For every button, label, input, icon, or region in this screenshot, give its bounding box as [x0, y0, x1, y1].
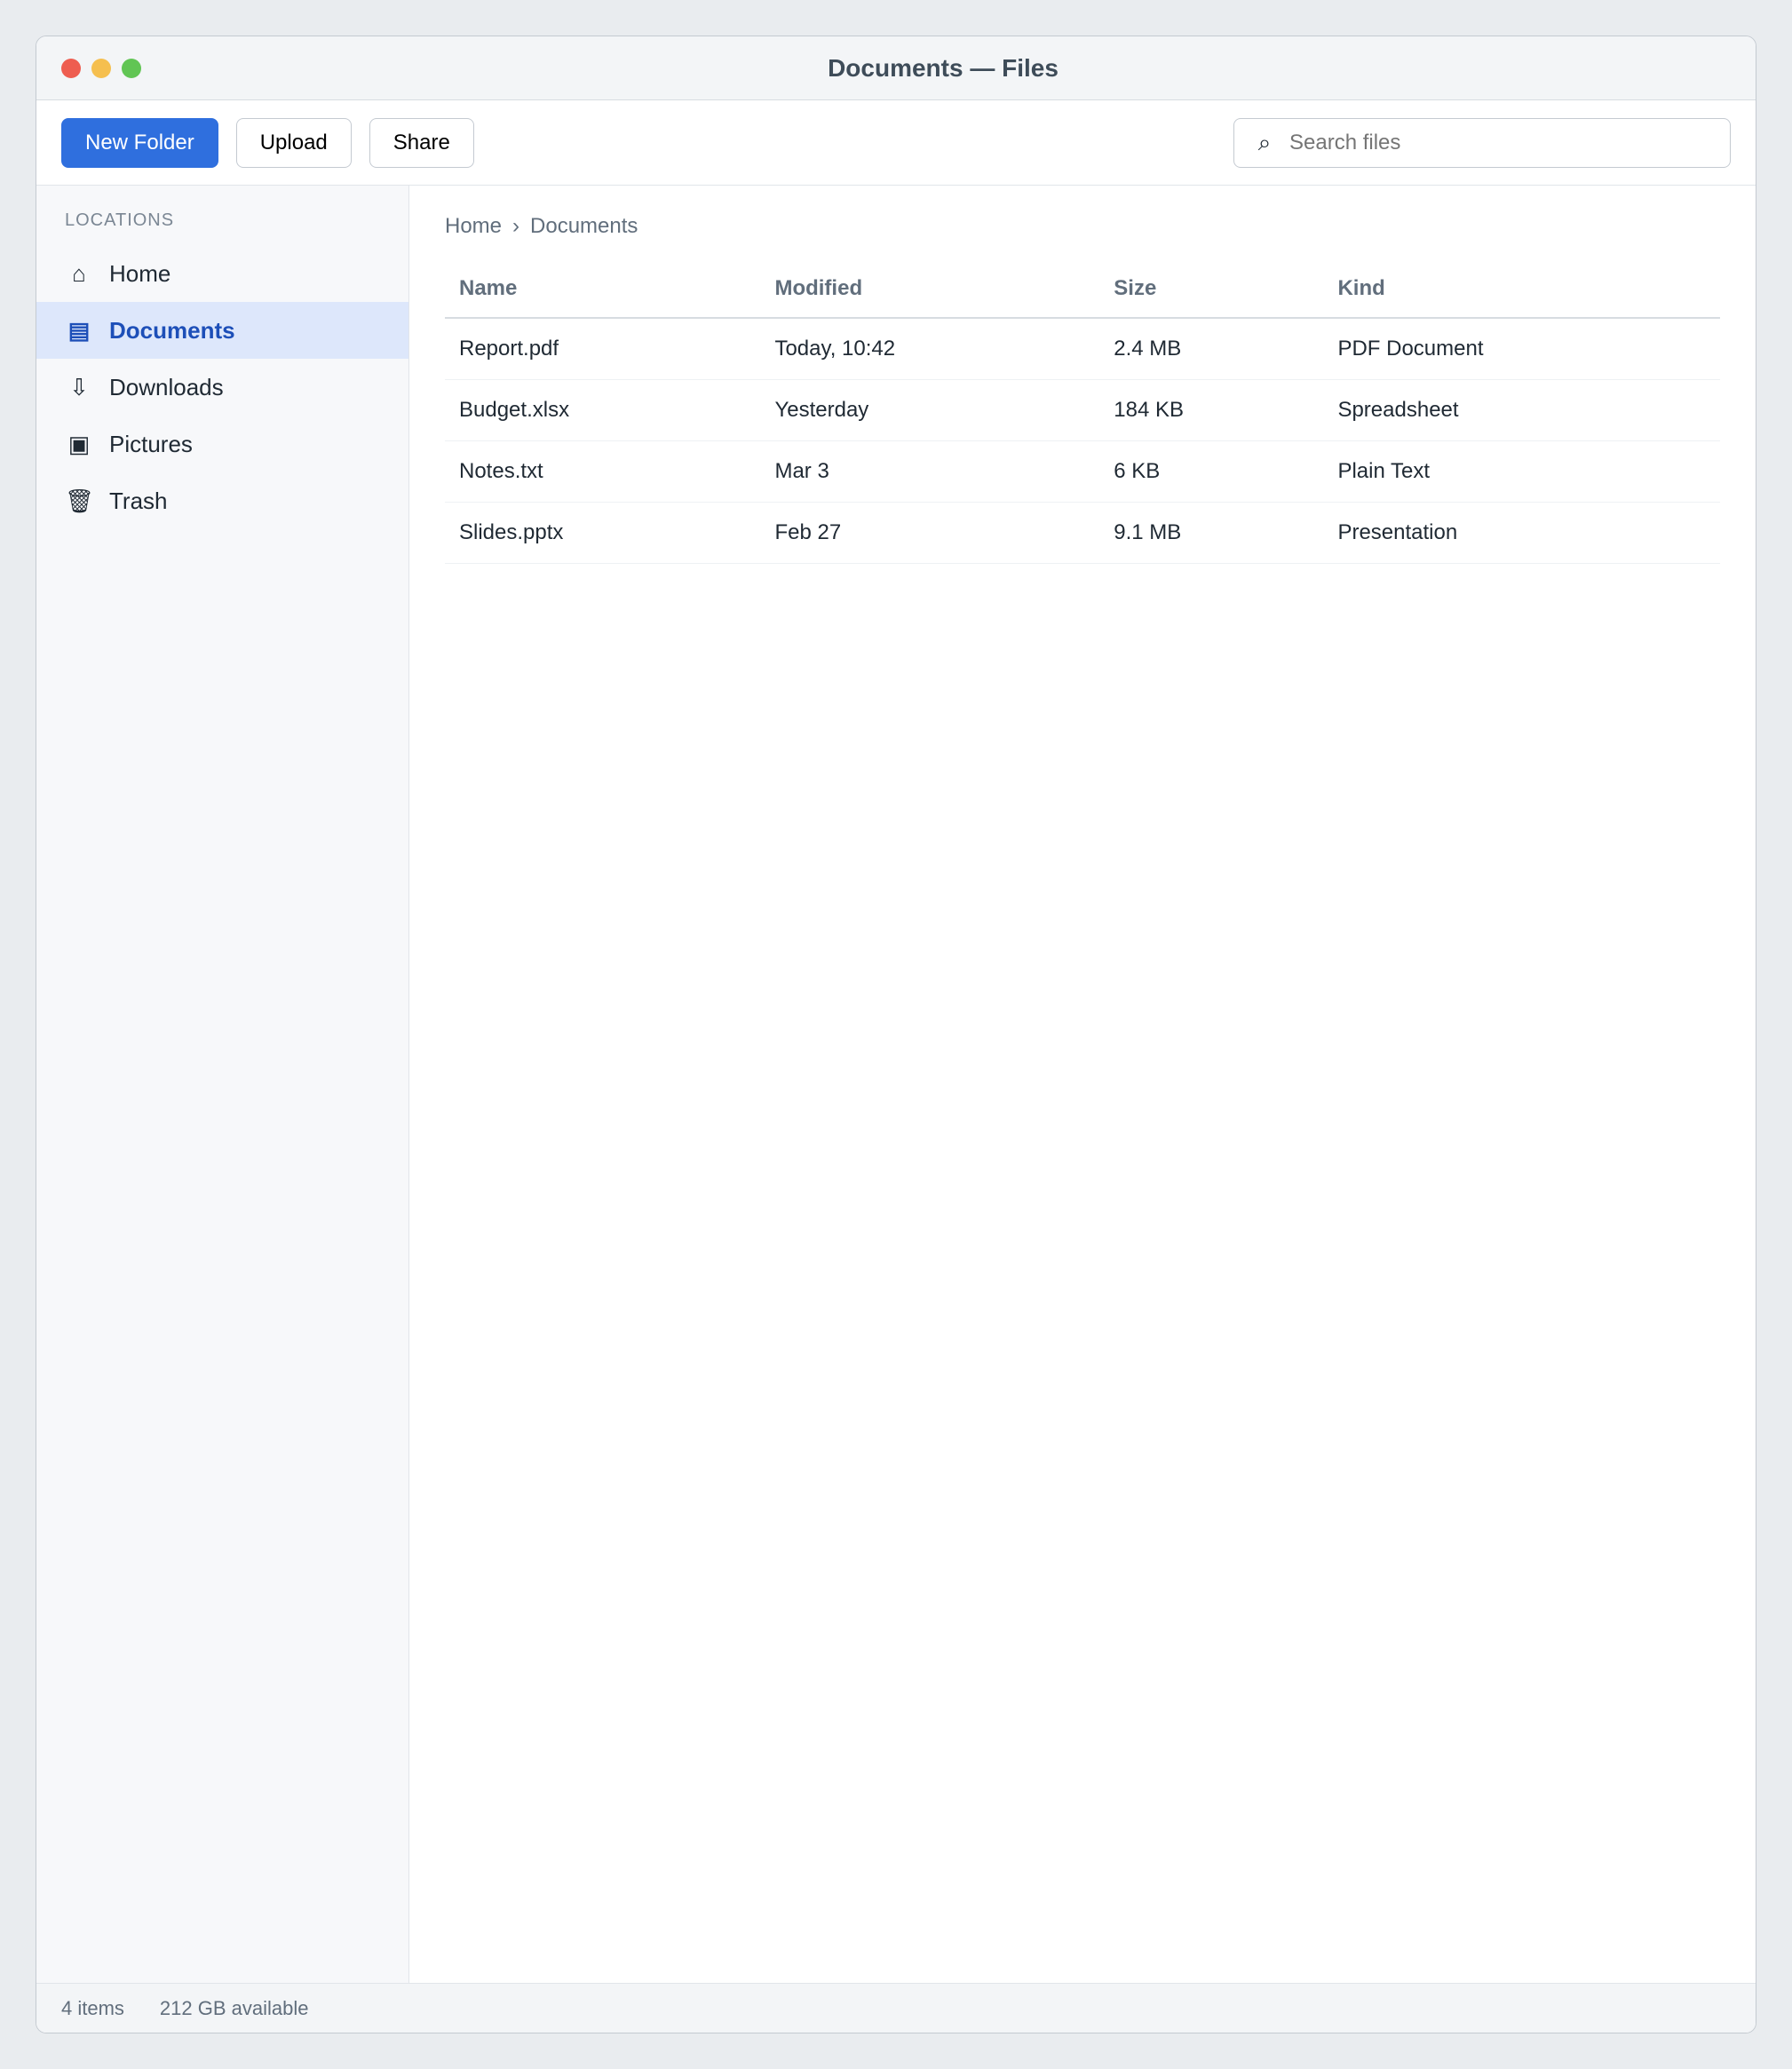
- table-row[interactable]: [445, 441, 1720, 503]
- item-count: 4 items: [61, 1996, 124, 2019]
- breadcrumb-item[interactable]: Home: [445, 214, 503, 238]
- sidebar-item-label: Home: [109, 259, 171, 287]
- table-cell: Yesterday: [760, 380, 1099, 441]
- column-header[interactable]: Size: [1099, 260, 1323, 318]
- title-bar: [36, 36, 1756, 100]
- status-bar: [36, 1983, 1756, 2033]
- folder-icon: 🗑: [65, 487, 95, 514]
- table-cell: Today, 10:42: [760, 318, 1099, 380]
- table-cell: Slides.pptx: [445, 503, 760, 564]
- upload-button[interactable]: Upload: [236, 118, 352, 168]
- breadcrumb-separator: ›: [512, 214, 520, 238]
- app-window: [36, 36, 1756, 2033]
- toolbar: [36, 100, 1756, 186]
- content-area: [36, 186, 1756, 1983]
- table-row[interactable]: [445, 318, 1720, 380]
- folder-icon: ⇩: [69, 373, 89, 400]
- table-body: [445, 318, 1720, 564]
- close-icon[interactable]: [61, 59, 81, 78]
- sidebar-item-trash[interactable]: [36, 472, 408, 529]
- table-cell: Feb 27: [760, 503, 1099, 564]
- folder-icon: ▣: [67, 430, 91, 457]
- breadcrumb-item[interactable]: Documents: [530, 214, 638, 238]
- breadcrumb: [445, 214, 1720, 239]
- folder-icon: ▤: [67, 316, 91, 344]
- sidebar-item-downloads[interactable]: [36, 359, 408, 416]
- table-cell: Mar 3: [760, 441, 1099, 503]
- table-cell: Spreadsheet: [1323, 380, 1720, 441]
- table-cell: Notes.txt: [445, 441, 760, 503]
- minimize-icon[interactable]: [91, 59, 111, 78]
- folder-icon: ⌂: [72, 259, 86, 287]
- file-table: [445, 260, 1720, 564]
- maximize-icon[interactable]: [122, 59, 141, 78]
- column-header[interactable]: Modified: [760, 260, 1099, 318]
- table-cell: 9.1 MB: [1099, 503, 1323, 564]
- table-cell: 184 KB: [1099, 380, 1323, 441]
- search-box: [1233, 118, 1731, 168]
- table-cell: 6 KB: [1099, 441, 1323, 503]
- main-panel: [409, 186, 1756, 1983]
- sidebar-list: [36, 245, 408, 529]
- sidebar-item-label: Downloads: [109, 373, 224, 400]
- sidebar-heading: LOCATIONS: [65, 210, 175, 230]
- new-folder-button[interactable]: New Folder: [61, 118, 218, 168]
- window-controls: [61, 59, 141, 78]
- table-cell: Report.pdf: [445, 318, 760, 380]
- table-row[interactable]: [445, 503, 1720, 564]
- free-space: 212 GB available: [159, 1996, 309, 2019]
- sidebar: [36, 186, 409, 1983]
- window-title: Documents — Files: [828, 53, 1059, 82]
- share-button[interactable]: Share: [369, 118, 474, 168]
- table-cell: 2.4 MB: [1099, 318, 1323, 380]
- sidebar-item-pictures[interactable]: [36, 416, 408, 472]
- table-row[interactable]: [445, 380, 1720, 441]
- search-icon: ⌕: [1257, 128, 1272, 155]
- sidebar-item-home[interactable]: [36, 245, 408, 302]
- sidebar-item-label: Documents: [109, 316, 235, 344]
- column-header[interactable]: Name: [445, 260, 760, 318]
- sidebar-item-documents[interactable]: [36, 302, 408, 359]
- column-header[interactable]: Kind: [1323, 260, 1720, 318]
- table-cell: Plain Text: [1323, 441, 1720, 503]
- table-cell: Presentation: [1323, 503, 1720, 564]
- sidebar-item-label: Pictures: [109, 430, 193, 457]
- table-cell: PDF Document: [1323, 318, 1720, 380]
- table-header: [445, 260, 1720, 318]
- search-input[interactable]: [1289, 131, 1714, 155]
- table-cell: Budget.xlsx: [445, 380, 760, 441]
- sidebar-item-label: Trash: [109, 487, 168, 514]
